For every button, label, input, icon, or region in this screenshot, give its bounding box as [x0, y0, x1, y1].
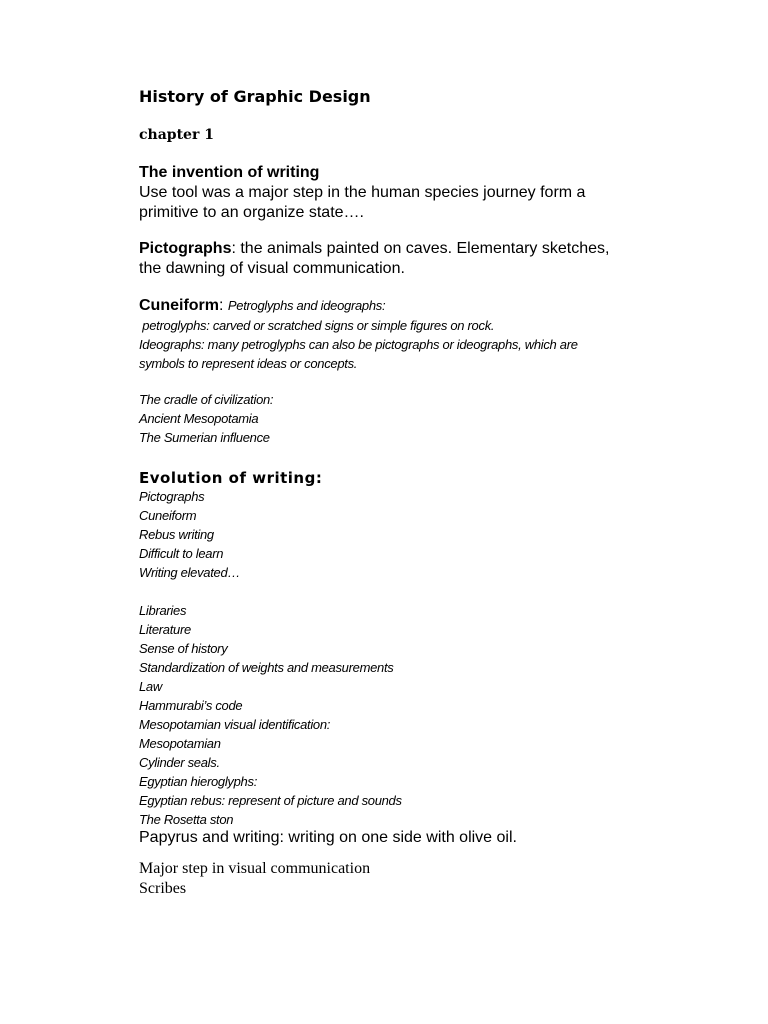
list-item: Rebus writing: [139, 527, 214, 542]
cuneiform-term: Cuneiform: [139, 297, 219, 314]
papyrus-paragraph: [139, 828, 517, 848]
document-title: History of Graphic Design: [139, 87, 371, 106]
list-item: Law: [139, 679, 162, 694]
list-item: Ancient Mesopotamia: [139, 411, 259, 426]
evolution-list: [139, 487, 240, 582]
list-item: Difficult to learn: [139, 546, 224, 561]
list-item: Standardization of weights and measurements: [139, 660, 394, 675]
list-item: The Rosetta ston: [139, 812, 234, 827]
chapter-label: chapter 1: [139, 127, 214, 143]
closing-lines: [139, 859, 370, 899]
list-item: Sense of history: [139, 641, 228, 656]
cuneiform-lead: Petroglyphs and ideographs:: [227, 298, 386, 313]
cuneiform-heading-line: [139, 296, 385, 316]
cuneiform-detail-line: petroglyphs: carved or scratched signs or simple figures on rock.: [139, 318, 495, 333]
list-item: Libraries: [139, 603, 187, 618]
evolution-heading: Evolution of writing:: [139, 469, 323, 487]
list-item: The Sumerian influence: [139, 430, 270, 445]
list-item: Egyptian rebus: represent of picture and sounds: [139, 793, 402, 808]
cradle-list: [139, 390, 273, 447]
pictographs-line: the dawning of visual communication.: [139, 260, 405, 277]
invention-line: primitive to an organize state….: [139, 204, 364, 221]
cuneiform-detail-line: symbols to represent ideas or concepts.: [139, 356, 358, 371]
list-item: The cradle of civilization:: [139, 392, 274, 407]
closing-line: Scribes: [139, 880, 187, 897]
list-item: Mesopotamian visual identification:: [139, 717, 331, 732]
list-item: Pictographs: [139, 489, 205, 504]
list-item: Mesopotamian: [139, 736, 221, 751]
topics-list: [139, 601, 402, 829]
list-item: Writing elevated…: [139, 565, 241, 580]
list-item: Literature: [139, 622, 191, 637]
papyrus-line: Papyrus and writing: writing on one side with olive oil.: [139, 829, 517, 846]
invention-line: Use tool was a major step in the human species journey form a: [139, 184, 586, 201]
cuneiform-colon: :: [219, 297, 228, 314]
pictographs-term: Pictographs: [139, 240, 232, 257]
list-item: Cuneiform: [139, 508, 197, 523]
cuneiform-detail-line: Ideographs: many petroglyphs can also be pictographs or ideographs, which are: [139, 337, 578, 352]
list-item: Egyptian hieroglyphs:: [139, 774, 258, 789]
pictographs-line: [139, 239, 609, 259]
closing-line: Major step in visual communication: [139, 860, 371, 877]
invention-section: [139, 163, 585, 223]
invention-heading: The invention of writing: [139, 164, 320, 181]
list-item: Cylinder seals.: [139, 755, 220, 770]
cuneiform-details: [139, 316, 578, 373]
pictographs-definition: : the animals painted on caves. Elementary sketches,: [231, 240, 610, 257]
pictographs-section: [139, 239, 609, 279]
list-item: Hammurabi’s code: [139, 698, 243, 713]
